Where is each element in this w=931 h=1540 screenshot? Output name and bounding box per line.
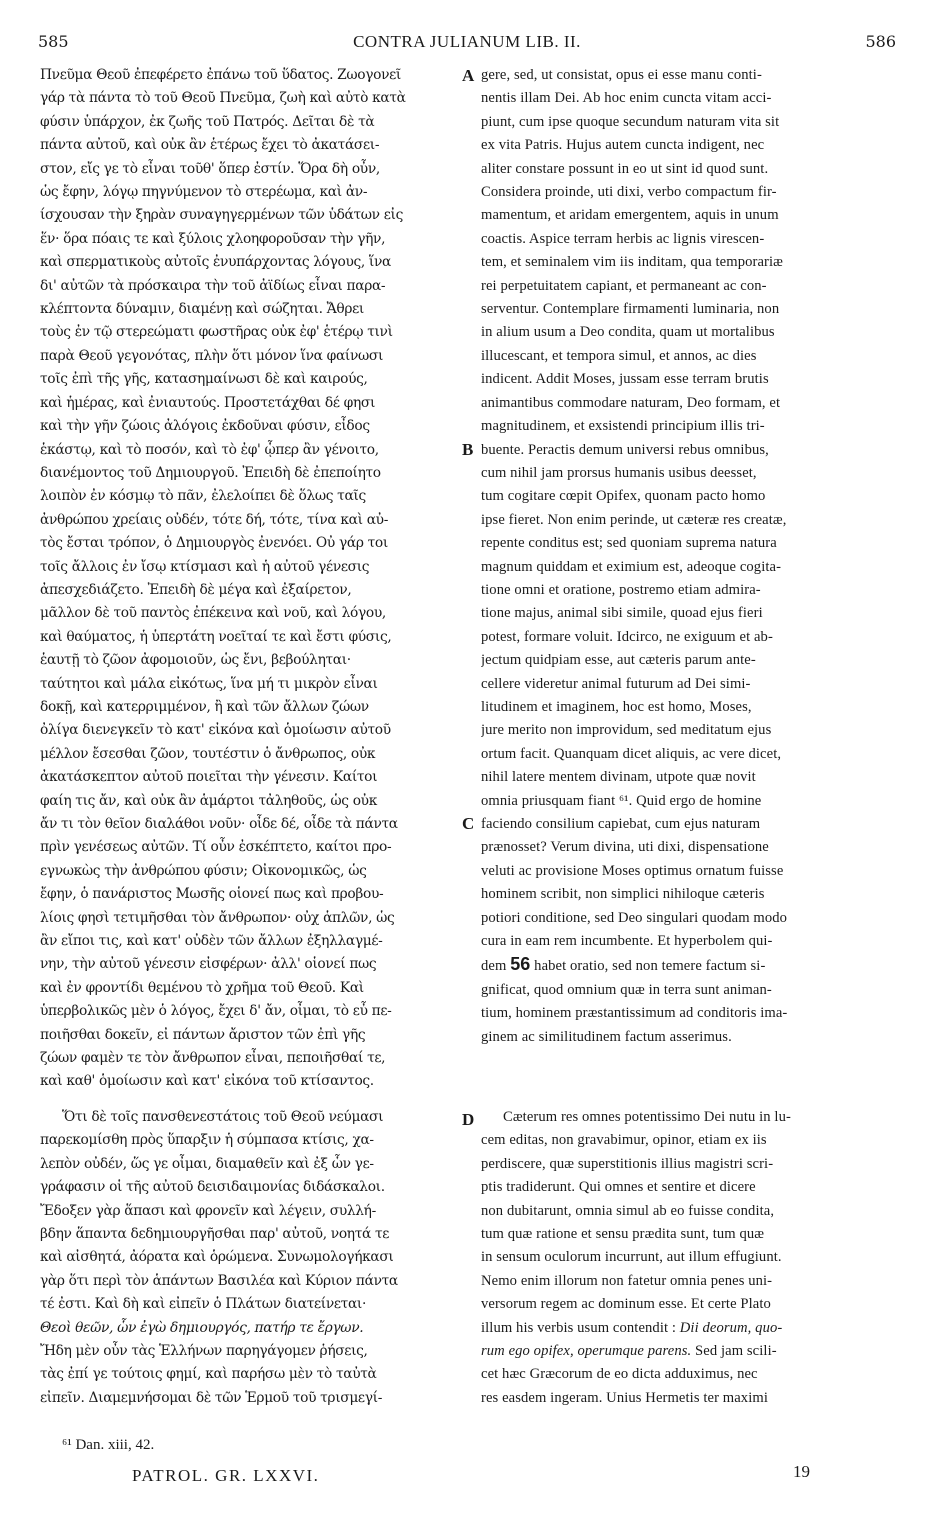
greek-line: καὶ τὴν γῆν ζώοις ἀλόγοις ἐκδοῦναι φύσιν, εἶδος (40, 418, 370, 435)
latin-line: gnificat, quod omnium quæ in terra sunt animan- (481, 981, 772, 998)
latin-line: piunt, cum ipse quoque secundum naturam vita sit (481, 113, 780, 130)
latin-line: omnia priusquam fiant ⁶¹. Quid ergo de homine (481, 792, 762, 809)
greek-line: τέ ἐστι. Καὶ δὴ καὶ εἰπεῖν ὁ Πλάτων διατείνεται· (40, 1296, 367, 1313)
latin-line: nihil latere mentem divinam, utpote quæ novit (481, 769, 756, 786)
greek-line: τὰς ἐπί γε τούτοις φημί, καὶ παρήσω μὲν τὸ ταὐτὰ (40, 1366, 377, 1383)
latin-line: res easdem ingeram. Unius Hermetis ter maximi (481, 1389, 768, 1406)
section-marker-d: D (462, 1110, 475, 1129)
greek-line: ζώων φαμὲν τε τὸν ἄνθρωπον εἶναι, πεποιῆσθαί τε, (40, 1050, 386, 1067)
greek-line: ἔφην, ὁ πανάριστος Μωσῆς οἱονεί πως καὶ προβου- (40, 886, 384, 903)
latin-line: Cæterum res omnes potentissimo Dei nutu in lu- (503, 1109, 791, 1125)
latin-line: hominem scribit, non simplici nihiloque cæteris (481, 886, 765, 903)
latin-line: aliter constare possunt in eo ut sint id quod sunt. (481, 160, 769, 177)
section-marker-c: C (462, 814, 475, 833)
greek-line: εγνωκὼς τὴν ἀνθρώπου φύσιν; Οἰκονομικῶς, ὡς (40, 862, 367, 879)
greek-line: καὶ ἡμέρας, καὶ ἐνιαυτούς. Προστετάχθαι δέ φησι (40, 394, 376, 411)
greek-line: τοῖς ἄλλοις ἐν ἴσῳ κτίσμασι καὶ ἡ αὐτοῦ γένεσις (40, 558, 370, 575)
latin-line: magnum quiddam et eximium est, adeoque cogita- (481, 558, 782, 575)
latin-line (481, 1317, 891, 1340)
latin-line: nentis illam Dei. Ab hoc enim cuncta vitam acci- (481, 90, 772, 107)
greek-line: τοῖς ἐπὶ τῆς γῆς, κατασημαίνωσι δὲ καὶ καιρούς, (40, 371, 368, 388)
greek-column-section-2 (40, 1106, 464, 1410)
latin-line: cum nihil jam prorsus humanis usibus deesset, (481, 464, 757, 481)
greek-line: ποιῆσθαι δοκεῖν, εἰ πάντων ἄριστον τῶν ἐπὶ γῆς (40, 1026, 366, 1043)
greek-line: ἕν· ὅρα πόαις τε καὶ ξύλοις χλοηφοροῦσαν τὴν γῆν, (40, 230, 386, 247)
latin-quote-italic: rum ego opifex, operumque parens. (481, 1343, 692, 1360)
greek-line: λοιπὸν ἐν κόσμῳ τὸ πᾶν, ἐλελοίπει δὲ ὅλως ταῖς (40, 488, 366, 505)
footnote: ⁶¹ Dan. xiii, 42. (62, 1437, 155, 1453)
latin-quote-italic: Dii deorum, quo- (679, 1319, 783, 1336)
greek-line: λεπὸν οὐδέν, ὥς γε οἶμαι, διαμαθεῖν καὶ ἐξ ὧν γε- (40, 1155, 374, 1172)
latin-line: illucescant, et tempora simul, et annos, ac dies (481, 347, 757, 364)
greek-line: ἄν τι τὸν θεῖον διαλάθοι νοῦν· οἶδε δέ, οἶδε τὰ πάντα (40, 816, 398, 832)
latin-line: Nemo enim illorum non fatetur omnia penes uni- (481, 1272, 773, 1289)
latin-line: tione majus, animal sibi simile, quoad ejus fieri (481, 605, 763, 622)
greek-line: γὰρ ὅτι περὶ τὸν ἁπάντων Βασιλέα καὶ Κύριον πάντα (40, 1272, 398, 1289)
latin-text: dem (481, 958, 507, 975)
latin-line: animantibus commodare naturam, Deo formam, et (481, 394, 781, 411)
latin-line: tum cogitare cœpit Opifex, quonam pacto homo (481, 488, 766, 505)
latin-line: coactis. Aspice terram herbis ac lignis virescen- (481, 230, 765, 247)
greek-line: ὡς ἔφην, λόγῳ πηγνύμενον τὸ στερέωμα, καὶ ἀν- (40, 184, 368, 201)
greek-line: καὶ καθ' ὁμοίωσιν καὶ κατ' εἰκόνα τοῦ κτίσαντος. (40, 1073, 374, 1090)
latin-line: tem, et seminalem vim iis inditam, qua temporariæ (481, 254, 783, 271)
latin-line: potest, formare voluit. Idcirco, ne exiguum et ab- (481, 628, 773, 645)
page-number-right: 586 (865, 32, 896, 51)
latin-line (481, 1340, 891, 1363)
greek-line: ἑαυτῇ τὸ ζῶον ἀφομοιοῦν, ὡς ἔνι, βεβούληται· (40, 652, 351, 669)
latin-line: ipse fieret. Non enim perinde, ut cæteræ res creatæ, (481, 511, 787, 528)
latin-line: jectum quidpiam esse, aut cæteris parum ante- (481, 652, 756, 669)
latin-line: rei perpetuitatem capiant, et permaneant ac con- (481, 277, 767, 294)
greek-line: Ὅτι δὲ τοῖς πανσθενεστάτοις τοῦ Θεοῦ νεύμασι (62, 1109, 384, 1125)
greek-line: καὶ αἰσθητά, ἀόρατα καὶ ὁρώμενα. Συνωμολογήκασι (40, 1249, 394, 1266)
latin-line: prænosset? Verum divina, uti dixi, dispensatione (481, 839, 769, 856)
greek-line: δοκῇ, καὶ κατερριμμένον, ἢ καὶ τῶν ἄλλων ζώων (40, 698, 369, 715)
footer-signature: PATROL. GR. LXXVI. (132, 1466, 320, 1485)
greek-line: καὶ ἐν φροντίδι θεμένου τὸ χρῆμα τοῦ Θεοῦ. Καὶ (40, 979, 364, 996)
greek-line: Ἤδη μὲν οὖν τὰς Ἑλλήνων παρηγάγομεν ῥήσεις, (40, 1343, 368, 1360)
latin-line: cet hæc Græcorum de eo dicta adduximus, nec (481, 1366, 758, 1383)
latin-line: non dubitarunt, omnia simul ab eo fuisse condita, (481, 1202, 775, 1219)
latin-line: tum quæ ratione et sensu prædita sunt, tum quæ (481, 1226, 765, 1243)
latin-line: cem editas, non gravabimur, opinor, etiam ex iis (481, 1132, 767, 1149)
greek-line: λίοις φησὶ τετιμῆσθαι τὸν ἄνθρωπον· οὐχ ἁπλῶν, ὡς (40, 909, 395, 926)
latin-line: buente. Peractis demum universi rebus omnibus, (481, 441, 769, 458)
latin-line: magnitudinem, et exsistendi principium illis tri- (481, 418, 765, 435)
latin-line: litudinem et imaginem, hoc est homo, Moses, (481, 698, 752, 715)
greek-line: πρὶν γενέσεως αὐτῶν. Τί οὖν ἐσκέπτετο, καίτοι προ- (40, 839, 392, 856)
latin-text: habet oratio, sed non temere factum si- (534, 958, 766, 975)
latin-line: cellere videretur animal futurum ad Dei simi- (481, 675, 751, 692)
running-title: CONTRA JULIANUM LIB. II. (353, 32, 581, 51)
column-number: 56 (510, 954, 531, 975)
latin-line: jure merito non improvidum, sed meditatum ejus (481, 722, 772, 739)
greek-line: νην, τὴν αὐτοῦ γένεσιν εἰσφέρων· ἀλλ' οἱονεί πως (40, 956, 377, 973)
greek-line: εἰπεῖν. Διαμεμνήσομαι δὲ τῶν Ἑρμοῦ τοῦ τρισμεγί- (40, 1389, 383, 1406)
greek-line: ταύτητοι καὶ μάλα εἰκότως, ἵνα μή τι μικρὸν εἶναι (40, 675, 378, 692)
footer-gathering-number: 19 (793, 1462, 810, 1481)
latin-line: indicent. Addit Moses, jussam esse terram brutis (481, 371, 769, 388)
greek-line: καὶ θαύματος, ἡ ὑπερτάτη νοεῖταί τε καὶ ἔστι φύσις, (40, 628, 392, 645)
greek-line: δι' αὐτῶν τὰ πρόσκαιρα τὴν τοῦ ἀϊδίως εἶναι παρα- (40, 277, 386, 294)
greek-line: παρὰ Θεοῦ γεγονότας, πλὴν ὅτι μόνον ἵνα φαίνωσι (40, 347, 384, 364)
latin-line: ortum facit. Quanquam dicet aliquis, ac vere dicet, (481, 745, 782, 762)
greek-line: βδην ἅπαντα δεδημιουργῆσθαι παρ' αὐτοῦ, νοητά τε (40, 1226, 390, 1243)
greek-line: καὶ σπερματικοὺς αὐτοῖς ἐνυπάρχοντας λόγους, ἵνα (40, 254, 391, 271)
latin-text: illum his verbis usum contendit : (481, 1319, 677, 1336)
greek-line: τὸς ἔσται τρόπον, ὁ Δημιουργὸς ἐνενόει. Οὐ γάρ τοι (40, 535, 388, 552)
greek-line: ἂν εἴποι τις, καὶ κατ' οὐδὲν τῶν ἄλλων ἐξηλλαγμέ- (40, 933, 383, 950)
latin-line: ginem ac similitudinem factum asserimus. (481, 1028, 732, 1045)
latin-line: perdiscere, quæ superstitionis illius magistri scri- (481, 1155, 774, 1172)
latin-line: ex vita Patris. Hujus autem cuncta indigent, nec (481, 137, 765, 154)
latin-text: Sed jam scili- (695, 1343, 777, 1360)
latin-line: in sensum oculorum incurrunt, aut illum effugiunt. (481, 1249, 782, 1266)
greek-line: τοὺς ἐν τῷ στερεώματι φωστῆρας οὐκ ἐφ' ἑτέρῳ τινὶ (40, 324, 393, 341)
latin-line: tium, hominem præstantissimum ad conditoris ima- (481, 1005, 788, 1022)
greek-line: παρεκομίσθη πρὸς ὕπαρξιν ἡ σύμπασα κτίσις, χα- (40, 1132, 374, 1149)
greek-quote-italic: Θεοὶ θεῶν, ὧν ἐγὼ δημιουργός, πατήρ τε ἔργων. (40, 1319, 364, 1336)
latin-line: tione omni et oratione, postremo etiam admira- (481, 581, 761, 598)
greek-line: στον, εἴς γε τὸ εἶναι τοῦθ' ὅπερ ἐστίν. Ὅρα δὴ οὖν, (40, 160, 380, 177)
greek-line (40, 1317, 464, 1340)
latin-line: serventur. Contemplare firmamenti luminaria, non (481, 301, 780, 318)
greek-line: μέλλον ἔσεσθαι ζῶον, τουτέστιν ὁ ἄνθρωπος, οὐκ (40, 745, 376, 762)
greek-line: ὑπερβολικῶς μὲν ὁ λόγος, ἔχει δ' ἄν, οἶμαι, τὸ εὖ πε- (40, 1003, 392, 1020)
greek-line: κλέπτοντα δύναμιν, διαμένῃ καὶ σώζηται. Ἄθρει (40, 301, 364, 318)
greek-line: ἀνθρώπου χρείαις οὐδέν, τότε δή, τότε, τίνα καὶ αὐ- (40, 511, 389, 528)
greek-line: ἀκατάσκεπτον αὐτοῦ ποιεῖται τὴν γένεσιν. Καίτοι (40, 769, 378, 786)
latin-line: mamentum, et aridam emergentem, aquis in unum (481, 207, 779, 224)
latin-line: veluti ac provisione Moses optimus ornatum fuisse (481, 862, 784, 879)
latin-line: in alium usum a Deo condita, quam ut mortalibus (481, 324, 775, 341)
greek-line: φαίη τις ἄν, καὶ οὐκ ἂν ἁμάρτοι τἀληθοῦς, ὡς οὐκ (40, 792, 377, 809)
greek-line: ἀπεσχεδιάζετο. Ἐπειδὴ δὲ μέγα καὶ ἐξαίρετον, (40, 581, 352, 598)
greek-line: γράφασιν οἱ τῆς αὐτοῦ δεισιδαιμονίας διδάσκαλοι. (40, 1179, 385, 1196)
greek-line: πάντα αὐτοῦ, καὶ οὐκ ἂν ἑτέρως ἔχει τὸ ἀκατάσει- (40, 137, 380, 154)
greek-line: ίσχουσαν τὴν ξηρὰν συναγηγερμένων τῶν ὑδάτων εἰς (40, 207, 403, 224)
greek-line: γάρ τὰ πάντα τὸ τοῦ Θεοῦ Πνεῦμα, ζωὴ καὶ αὐτὸ κατὰ (40, 90, 406, 107)
latin-line: ptis tradiderunt. Qui omnes et sentire et dicere (481, 1179, 756, 1196)
latin-line: Considera proinde, uti dixi, verbo compactum fir- (481, 184, 777, 201)
section-marker-b: B (462, 440, 474, 459)
greek-line: διανέμοντος τοῦ Δημιουργοῦ. Ἐπειδὴ δὲ ἐπεποίητο (40, 464, 381, 481)
latin-line: versorum regem ac dominum esse. Et certe Plato (481, 1296, 771, 1313)
greek-line: φύσιν ὑπάρχον, ἐκ ζωῆς τοῦ Πατρός. Δεῖται δὲ τὰ (40, 113, 375, 130)
greek-line: Ἔδοξεν γὰρ ἅπασι καὶ φρονεῖν καὶ λέγειν, συλλή- (40, 1202, 376, 1219)
running-header (38, 32, 896, 58)
greek-column (40, 64, 464, 1094)
page-number-left: 585 (38, 32, 69, 51)
latin-line: repente conditus est; sed quoniam suprema natura (481, 535, 777, 552)
greek-line: Πνεῦμα Θεοῦ ἐπεφέρετο ἐπάνω τοῦ ὕδατος. Ζωογονεῖ (40, 67, 401, 83)
greek-line: ὀλίγα διενεγκεῖν τὸ κατ' εἰκόνα καὶ ὁμοίωσιν αὐτοῦ (40, 722, 391, 739)
latin-line: cura in eam rem incumbente. Et hyperbolem qui- (481, 933, 773, 950)
greek-line: ἑκάστῳ, καὶ τὸ ποσόν, καὶ τὸ ἐφ' ᾧπερ ἂν γένοιτο, (40, 441, 379, 458)
latin-line: faciendo consilium capiebat, cum ejus naturam (481, 816, 761, 832)
greek-line: μᾶλλον δὲ τοῦ παντὸς ἐπέκεινα καὶ νοῦ, καὶ λόγου, (40, 605, 386, 622)
section-marker-a: A (462, 66, 475, 85)
latin-line: potiori conditione, sed Deo singulari quodam modo (481, 909, 788, 926)
latin-line (481, 953, 891, 978)
latin-column-section-2 (481, 1106, 891, 1410)
latin-line: gere, sed, ut consistat, opus ei esse manu conti- (481, 67, 762, 83)
latin-column (481, 64, 891, 1049)
